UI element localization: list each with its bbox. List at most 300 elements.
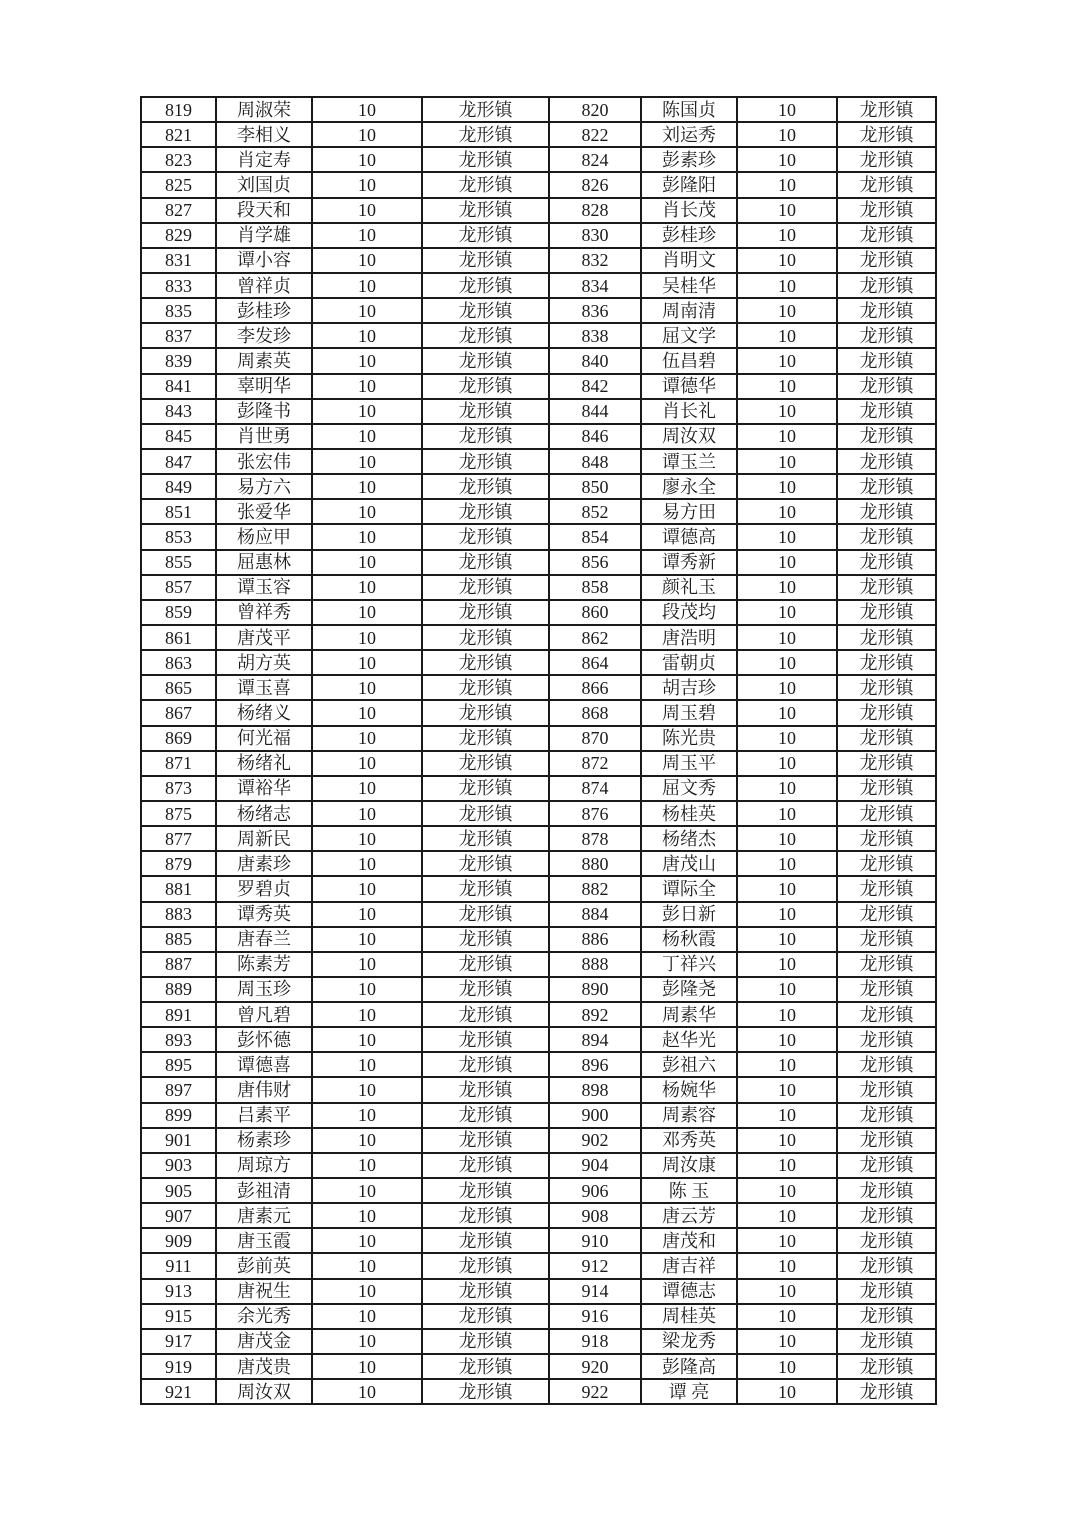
serial-cell: 870 xyxy=(549,726,641,751)
amount-cell: 10 xyxy=(737,1052,837,1077)
table-row xyxy=(141,348,936,373)
serial-cell: 921 xyxy=(141,1379,216,1404)
table-row xyxy=(141,97,936,122)
amount-cell: 10 xyxy=(312,1354,422,1379)
table-row xyxy=(141,902,936,927)
serial-cell: 859 xyxy=(141,600,216,625)
amount-cell: 10 xyxy=(312,223,422,248)
name-cell: 陈光贵 xyxy=(641,726,737,751)
amount-cell: 10 xyxy=(737,726,837,751)
serial-cell: 876 xyxy=(549,801,641,826)
town-cell: 龙形镇 xyxy=(837,348,936,373)
town-cell: 龙形镇 xyxy=(837,876,936,901)
town-cell: 龙形镇 xyxy=(422,348,549,373)
amount-cell: 10 xyxy=(312,147,422,172)
serial-cell: 834 xyxy=(549,273,641,298)
amount-cell: 10 xyxy=(312,876,422,901)
name-cell: 易方田 xyxy=(641,499,737,524)
town-cell: 龙形镇 xyxy=(422,1128,549,1153)
table-row xyxy=(141,1128,936,1153)
serial-cell: 855 xyxy=(141,550,216,575)
serial-cell: 902 xyxy=(549,1128,641,1153)
amount-cell: 10 xyxy=(312,499,422,524)
name-cell: 周新民 xyxy=(216,826,312,851)
serial-cell: 875 xyxy=(141,801,216,826)
amount-cell: 10 xyxy=(737,851,837,876)
town-cell: 龙形镇 xyxy=(422,1304,549,1329)
name-cell: 杨秋霞 xyxy=(641,927,737,952)
name-cell: 胡吉珍 xyxy=(641,675,737,700)
town-cell: 龙形镇 xyxy=(422,198,549,223)
name-cell: 丁祥兴 xyxy=(641,952,737,977)
amount-cell: 10 xyxy=(312,801,422,826)
name-cell: 辜明华 xyxy=(216,374,312,399)
serial-cell: 885 xyxy=(141,927,216,952)
amount-cell: 10 xyxy=(737,1279,837,1304)
amount-cell: 10 xyxy=(312,248,422,273)
amount-cell: 10 xyxy=(312,751,422,776)
serial-cell: 842 xyxy=(549,374,641,399)
name-cell: 唐云芳 xyxy=(641,1203,737,1228)
serial-cell: 864 xyxy=(549,650,641,675)
name-cell: 伍昌碧 xyxy=(641,348,737,373)
amount-cell: 10 xyxy=(312,1304,422,1329)
town-cell: 龙形镇 xyxy=(422,122,549,147)
town-cell: 龙形镇 xyxy=(837,675,936,700)
serial-cell: 821 xyxy=(141,122,216,147)
name-cell: 屈文秀 xyxy=(641,776,737,801)
name-cell: 谭德华 xyxy=(641,374,737,399)
serial-cell: 916 xyxy=(549,1304,641,1329)
serial-cell: 895 xyxy=(141,1052,216,1077)
town-cell: 龙形镇 xyxy=(422,1329,549,1354)
amount-cell: 10 xyxy=(737,474,837,499)
serial-cell: 877 xyxy=(141,826,216,851)
name-cell: 刘运秀 xyxy=(641,122,737,147)
name-cell: 彭祖清 xyxy=(216,1178,312,1203)
town-cell: 龙形镇 xyxy=(837,1329,936,1354)
table-row xyxy=(141,625,936,650)
name-cell: 肖明文 xyxy=(641,248,737,273)
table-row xyxy=(141,147,936,172)
name-cell: 张宏伟 xyxy=(216,449,312,474)
table-row xyxy=(141,1329,936,1354)
amount-cell: 10 xyxy=(737,172,837,197)
name-cell: 周汝双 xyxy=(216,1379,312,1404)
town-cell: 龙形镇 xyxy=(837,851,936,876)
name-cell: 彭隆书 xyxy=(216,399,312,424)
table-row xyxy=(141,223,936,248)
serial-cell: 898 xyxy=(549,1077,641,1102)
town-cell: 龙形镇 xyxy=(422,1203,549,1228)
serial-cell: 839 xyxy=(141,348,216,373)
town-cell: 龙形镇 xyxy=(422,524,549,549)
serial-cell: 869 xyxy=(141,726,216,751)
town-cell: 龙形镇 xyxy=(837,524,936,549)
town-cell: 龙形镇 xyxy=(422,248,549,273)
serial-cell: 892 xyxy=(549,1002,641,1027)
town-cell: 龙形镇 xyxy=(837,625,936,650)
table-row xyxy=(141,1052,936,1077)
serial-cell: 920 xyxy=(549,1354,641,1379)
amount-cell: 10 xyxy=(737,801,837,826)
serial-cell: 825 xyxy=(141,172,216,197)
serial-cell: 838 xyxy=(549,323,641,348)
town-cell: 龙形镇 xyxy=(422,449,549,474)
name-cell: 唐伟财 xyxy=(216,1077,312,1102)
amount-cell: 10 xyxy=(312,977,422,1002)
town-cell: 龙形镇 xyxy=(837,1279,936,1304)
serial-cell: 922 xyxy=(549,1379,641,1404)
table-row xyxy=(141,399,936,424)
table-row xyxy=(141,1077,936,1102)
serial-cell: 833 xyxy=(141,273,216,298)
amount-cell: 10 xyxy=(737,876,837,901)
table-row xyxy=(141,675,936,700)
table-row xyxy=(141,298,936,323)
town-cell: 龙形镇 xyxy=(422,927,549,952)
name-cell: 赵华光 xyxy=(641,1027,737,1052)
town-cell: 龙形镇 xyxy=(837,172,936,197)
town-cell: 龙形镇 xyxy=(837,223,936,248)
serial-cell: 850 xyxy=(549,474,641,499)
town-cell: 龙形镇 xyxy=(422,776,549,801)
name-cell: 唐茂平 xyxy=(216,625,312,650)
name-cell: 彭隆高 xyxy=(641,1354,737,1379)
serial-cell: 845 xyxy=(141,424,216,449)
roster-table xyxy=(140,96,937,1405)
serial-cell: 860 xyxy=(549,600,641,625)
name-cell: 周淑荣 xyxy=(216,97,312,122)
amount-cell: 10 xyxy=(312,424,422,449)
town-cell: 龙形镇 xyxy=(837,927,936,952)
town-cell: 龙形镇 xyxy=(837,122,936,147)
name-cell: 唐玉霞 xyxy=(216,1228,312,1253)
serial-cell: 912 xyxy=(549,1253,641,1278)
town-cell: 龙形镇 xyxy=(837,902,936,927)
amount-cell: 10 xyxy=(737,1103,837,1128)
amount-cell: 10 xyxy=(312,474,422,499)
amount-cell: 10 xyxy=(312,927,422,952)
table-row xyxy=(141,474,936,499)
name-cell: 杨桂英 xyxy=(641,801,737,826)
name-cell: 谭际全 xyxy=(641,876,737,901)
serial-cell: 822 xyxy=(549,122,641,147)
name-cell: 曾祥秀 xyxy=(216,600,312,625)
name-cell: 周琼方 xyxy=(216,1153,312,1178)
amount-cell: 10 xyxy=(312,726,422,751)
table-row xyxy=(141,700,936,725)
serial-cell: 878 xyxy=(549,826,641,851)
table-row xyxy=(141,323,936,348)
town-cell: 龙形镇 xyxy=(422,977,549,1002)
serial-cell: 894 xyxy=(549,1027,641,1052)
town-cell: 龙形镇 xyxy=(422,1379,549,1404)
amount-cell: 10 xyxy=(737,1354,837,1379)
serial-cell: 827 xyxy=(141,198,216,223)
town-cell: 龙形镇 xyxy=(837,826,936,851)
name-cell: 彭怀德 xyxy=(216,1027,312,1052)
serial-cell: 905 xyxy=(141,1178,216,1203)
table-row xyxy=(141,172,936,197)
town-cell: 龙形镇 xyxy=(422,751,549,776)
serial-cell: 854 xyxy=(549,524,641,549)
name-cell: 张爱华 xyxy=(216,499,312,524)
town-cell: 龙形镇 xyxy=(422,550,549,575)
amount-cell: 10 xyxy=(737,499,837,524)
name-cell: 屈文学 xyxy=(641,323,737,348)
name-cell: 唐茂贵 xyxy=(216,1354,312,1379)
town-cell: 龙形镇 xyxy=(837,1103,936,1128)
amount-cell: 10 xyxy=(312,524,422,549)
name-cell: 颜礼玉 xyxy=(641,575,737,600)
town-cell: 龙形镇 xyxy=(837,776,936,801)
name-cell: 吕素平 xyxy=(216,1103,312,1128)
name-cell: 谭小容 xyxy=(216,248,312,273)
amount-cell: 10 xyxy=(312,1027,422,1052)
serial-cell: 889 xyxy=(141,977,216,1002)
serial-cell: 867 xyxy=(141,700,216,725)
serial-cell: 866 xyxy=(549,675,641,700)
amount-cell: 10 xyxy=(312,1103,422,1128)
serial-cell: 919 xyxy=(141,1354,216,1379)
amount-cell: 10 xyxy=(312,650,422,675)
amount-cell: 10 xyxy=(312,198,422,223)
serial-cell: 913 xyxy=(141,1279,216,1304)
amount-cell: 10 xyxy=(312,1052,422,1077)
name-cell: 段天和 xyxy=(216,198,312,223)
town-cell: 龙形镇 xyxy=(837,474,936,499)
town-cell: 龙形镇 xyxy=(837,1304,936,1329)
serial-cell: 840 xyxy=(549,348,641,373)
serial-cell: 886 xyxy=(549,927,641,952)
table-row xyxy=(141,1253,936,1278)
town-cell: 龙形镇 xyxy=(837,600,936,625)
serial-cell: 899 xyxy=(141,1103,216,1128)
serial-cell: 890 xyxy=(549,977,641,1002)
table-row xyxy=(141,927,936,952)
town-cell: 龙形镇 xyxy=(422,474,549,499)
table-row xyxy=(141,1354,936,1379)
town-cell: 龙形镇 xyxy=(837,1253,936,1278)
name-cell: 杨绪礼 xyxy=(216,751,312,776)
town-cell: 龙形镇 xyxy=(837,801,936,826)
roster-table-body xyxy=(141,97,936,1404)
serial-cell: 891 xyxy=(141,1002,216,1027)
amount-cell: 10 xyxy=(312,851,422,876)
town-cell: 龙形镇 xyxy=(422,1052,549,1077)
amount-cell: 10 xyxy=(737,1379,837,1404)
amount-cell: 10 xyxy=(737,147,837,172)
serial-cell: 914 xyxy=(549,1279,641,1304)
serial-cell: 848 xyxy=(549,449,641,474)
amount-cell: 10 xyxy=(737,575,837,600)
table-row xyxy=(141,1203,936,1228)
amount-cell: 10 xyxy=(312,1077,422,1102)
amount-cell: 10 xyxy=(312,298,422,323)
name-cell: 段茂均 xyxy=(641,600,737,625)
name-cell: 彭隆阳 xyxy=(641,172,737,197)
serial-cell: 832 xyxy=(549,248,641,273)
serial-cell: 897 xyxy=(141,1077,216,1102)
name-cell: 邓秀英 xyxy=(641,1128,737,1153)
name-cell: 彭隆尧 xyxy=(641,977,737,1002)
name-cell: 谭德高 xyxy=(641,524,737,549)
name-cell: 周玉珍 xyxy=(216,977,312,1002)
name-cell: 吴桂华 xyxy=(641,273,737,298)
table-row xyxy=(141,1002,936,1027)
serial-cell: 903 xyxy=(141,1153,216,1178)
amount-cell: 10 xyxy=(737,1128,837,1153)
town-cell: 龙形镇 xyxy=(422,323,549,348)
name-cell: 刘国贞 xyxy=(216,172,312,197)
amount-cell: 10 xyxy=(312,1178,422,1203)
town-cell: 龙形镇 xyxy=(422,600,549,625)
serial-cell: 829 xyxy=(141,223,216,248)
amount-cell: 10 xyxy=(737,700,837,725)
town-cell: 龙形镇 xyxy=(837,449,936,474)
name-cell: 周汝康 xyxy=(641,1153,737,1178)
town-cell: 龙形镇 xyxy=(422,1153,549,1178)
name-cell: 肖定寿 xyxy=(216,147,312,172)
name-cell: 彭素珍 xyxy=(641,147,737,172)
amount-cell: 10 xyxy=(737,675,837,700)
town-cell: 龙形镇 xyxy=(837,575,936,600)
table-row xyxy=(141,524,936,549)
amount-cell: 10 xyxy=(312,172,422,197)
town-cell: 龙形镇 xyxy=(422,147,549,172)
serial-cell: 846 xyxy=(549,424,641,449)
table-row xyxy=(141,751,936,776)
name-cell: 杨素珍 xyxy=(216,1128,312,1153)
amount-cell: 10 xyxy=(737,977,837,1002)
name-cell: 唐茂金 xyxy=(216,1329,312,1354)
table-row xyxy=(141,952,936,977)
amount-cell: 10 xyxy=(312,1203,422,1228)
serial-cell: 836 xyxy=(549,298,641,323)
town-cell: 龙形镇 xyxy=(422,273,549,298)
serial-cell: 861 xyxy=(141,625,216,650)
name-cell: 谭秀英 xyxy=(216,902,312,927)
serial-cell: 820 xyxy=(549,97,641,122)
name-cell: 肖长茂 xyxy=(641,198,737,223)
amount-cell: 10 xyxy=(312,776,422,801)
town-cell: 龙形镇 xyxy=(422,952,549,977)
serial-cell: 882 xyxy=(549,876,641,901)
serial-cell: 906 xyxy=(549,1178,641,1203)
name-cell: 唐茂和 xyxy=(641,1228,737,1253)
town-cell: 龙形镇 xyxy=(837,1052,936,1077)
serial-cell: 847 xyxy=(141,449,216,474)
table-row xyxy=(141,801,936,826)
amount-cell: 10 xyxy=(737,1329,837,1354)
town-cell: 龙形镇 xyxy=(837,650,936,675)
town-cell: 龙形镇 xyxy=(422,1103,549,1128)
amount-cell: 10 xyxy=(737,424,837,449)
name-cell: 唐茂山 xyxy=(641,851,737,876)
table-row xyxy=(141,449,936,474)
serial-cell: 893 xyxy=(141,1027,216,1052)
town-cell: 龙形镇 xyxy=(422,650,549,675)
serial-cell: 857 xyxy=(141,575,216,600)
table-row xyxy=(141,1027,936,1052)
amount-cell: 10 xyxy=(737,348,837,373)
name-cell: 杨婉华 xyxy=(641,1077,737,1102)
town-cell: 龙形镇 xyxy=(422,223,549,248)
amount-cell: 10 xyxy=(737,600,837,625)
town-cell: 龙形镇 xyxy=(837,1027,936,1052)
serial-cell: 880 xyxy=(549,851,641,876)
town-cell: 龙形镇 xyxy=(422,801,549,826)
serial-cell: 915 xyxy=(141,1304,216,1329)
town-cell: 龙形镇 xyxy=(837,147,936,172)
serial-cell: 887 xyxy=(141,952,216,977)
amount-cell: 10 xyxy=(312,902,422,927)
table-row xyxy=(141,499,936,524)
town-cell: 龙形镇 xyxy=(837,977,936,1002)
name-cell: 曾祥贞 xyxy=(216,273,312,298)
amount-cell: 10 xyxy=(312,97,422,122)
serial-cell: 904 xyxy=(549,1153,641,1178)
serial-cell: 883 xyxy=(141,902,216,927)
serial-cell: 908 xyxy=(549,1203,641,1228)
amount-cell: 10 xyxy=(312,550,422,575)
serial-cell: 824 xyxy=(549,147,641,172)
town-cell: 龙形镇 xyxy=(837,198,936,223)
name-cell: 唐素珍 xyxy=(216,851,312,876)
amount-cell: 10 xyxy=(737,650,837,675)
serial-cell: 843 xyxy=(141,399,216,424)
name-cell: 杨绪志 xyxy=(216,801,312,826)
serial-cell: 852 xyxy=(549,499,641,524)
serial-cell: 819 xyxy=(141,97,216,122)
serial-cell: 888 xyxy=(549,952,641,977)
table-row xyxy=(141,575,936,600)
amount-cell: 10 xyxy=(737,902,837,927)
amount-cell: 10 xyxy=(737,248,837,273)
town-cell: 龙形镇 xyxy=(837,399,936,424)
serial-cell: 918 xyxy=(549,1329,641,1354)
table-row xyxy=(141,600,936,625)
town-cell: 龙形镇 xyxy=(837,424,936,449)
name-cell: 唐祝生 xyxy=(216,1279,312,1304)
amount-cell: 10 xyxy=(312,348,422,373)
name-cell: 唐春兰 xyxy=(216,927,312,952)
town-cell: 龙形镇 xyxy=(422,876,549,901)
town-cell: 龙形镇 xyxy=(837,298,936,323)
name-cell: 陈素芳 xyxy=(216,952,312,977)
serial-cell: 900 xyxy=(549,1103,641,1128)
table-row xyxy=(141,248,936,273)
name-cell: 陈 玉 xyxy=(641,1178,737,1203)
amount-cell: 10 xyxy=(312,1153,422,1178)
town-cell: 龙形镇 xyxy=(422,726,549,751)
serial-cell: 884 xyxy=(549,902,641,927)
name-cell: 周素英 xyxy=(216,348,312,373)
amount-cell: 10 xyxy=(737,751,837,776)
amount-cell: 10 xyxy=(737,1002,837,1027)
town-cell: 龙形镇 xyxy=(837,1379,936,1404)
amount-cell: 10 xyxy=(312,122,422,147)
town-cell: 龙形镇 xyxy=(837,726,936,751)
town-cell: 龙形镇 xyxy=(422,1354,549,1379)
serial-cell: 873 xyxy=(141,776,216,801)
table-row xyxy=(141,122,936,147)
amount-cell: 10 xyxy=(312,1128,422,1153)
amount-cell: 10 xyxy=(737,1203,837,1228)
town-cell: 龙形镇 xyxy=(422,1002,549,1027)
amount-cell: 10 xyxy=(737,374,837,399)
